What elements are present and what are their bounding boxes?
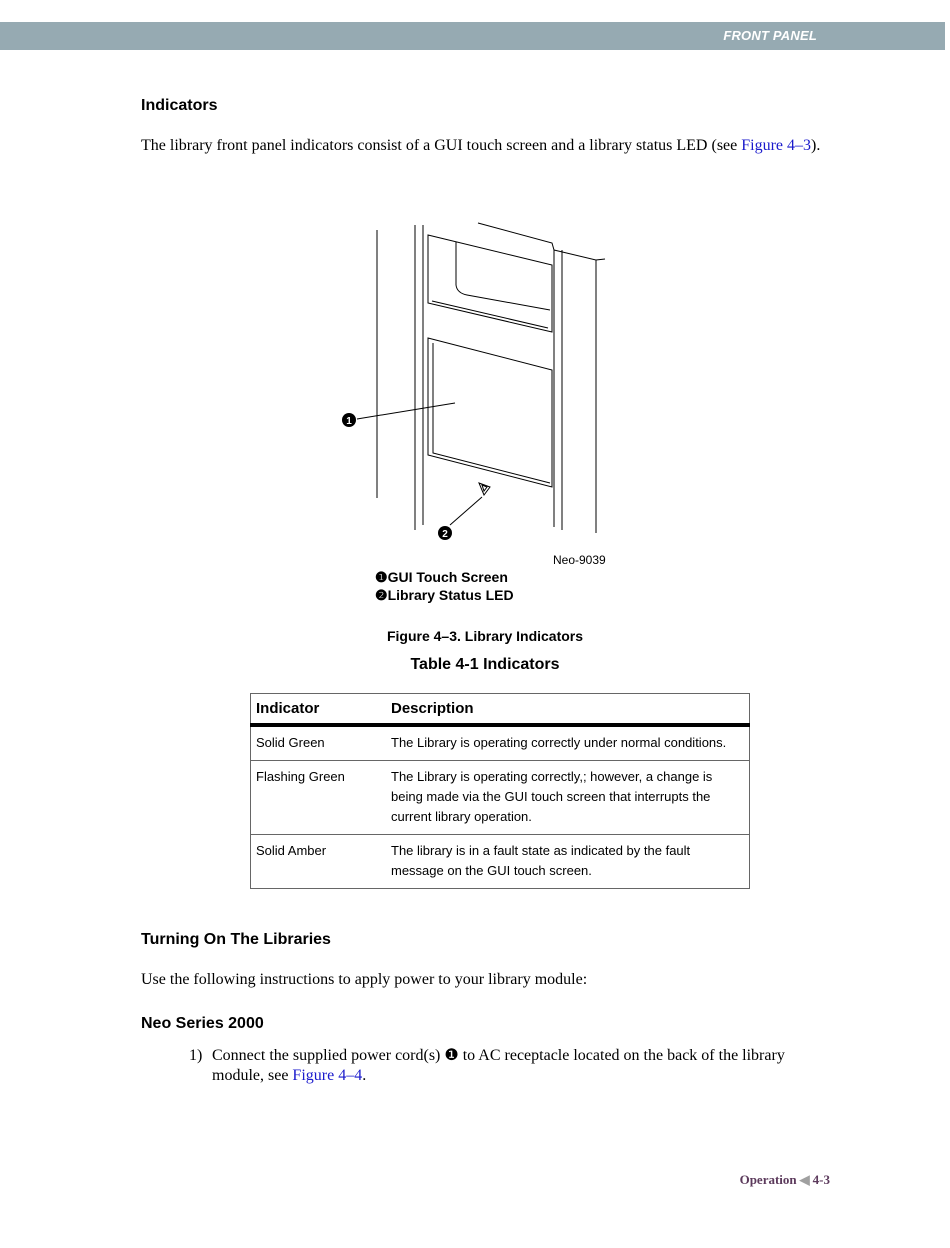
intro-text-end: ). [811,137,821,154]
step-text [212,1046,829,1086]
table-header-row [251,694,750,726]
indicator-cell: Flashing Green [251,761,387,835]
section-heading-turning-on: Turning On The Libraries [141,931,331,948]
callout-1-leader [357,403,455,419]
callout-2-label: Library Status LED [387,587,514,603]
figure-status-led [479,483,490,495]
step-number: 1) [189,1047,203,1064]
svg-text:2: 2 [442,529,448,540]
figure-4-3-link[interactable]: Figure 4–3 [741,137,812,154]
table-row [251,725,750,761]
table-row [251,761,750,835]
svg-text:1: 1 [346,416,352,427]
running-header-title: FRONT PANEL [723,28,817,43]
indicators-table [250,693,750,889]
callout-1-number: ❶ [375,569,388,585]
callout-2-number: ❷ [375,587,388,603]
intro-text: The library front panel indicators consist of a GUI touch screen and a library status LED (see [141,137,742,154]
description-cell: The Library is operating correctly under normal conditions. [386,725,750,761]
page-footer [740,1172,830,1188]
table-title: Table 4-1 Indicators [410,656,560,673]
figure-touch-screen [428,338,552,487]
figure-upper-window [428,235,552,332]
callout-1-label: GUI Touch Screen [387,569,508,585]
indicator-cell: Solid Green [251,725,387,761]
figure-4-4-link[interactable]: Figure 4–4 [292,1067,363,1084]
step-text-body: Connect the supplied power cord(s) ❶ to AC receptacle located on the back of the library module, see [212,1047,785,1084]
callout-legend-1 [375,569,508,586]
section-heading-indicators: Indicators [141,97,218,114]
column-header-indicator: Indicator [251,694,387,726]
library-front-panel-figure [330,215,630,565]
running-header-bar [0,22,945,50]
callout-2-leader [450,497,482,525]
step-1 [189,1046,829,1086]
callout-2-marker [438,526,452,540]
intro-paragraph [141,136,831,156]
description-cell: The library is in a fault state as indicated by the fault message on the GUI touch screen. [386,835,750,889]
description-cell: The Library is operating correctly,; however, a change is being made via the GUI touch screen that interrupts the current library operation. [386,761,750,835]
table-row [251,835,750,889]
figure-caption: Figure 4–3. Library Indicators [386,628,584,644]
indicator-cell: Solid Amber [251,835,387,889]
footer-section-name: Operation [739,1172,797,1187]
step-text-end: . [362,1067,367,1084]
figure-identifier: Neo-9039 [553,553,606,567]
page-number: 4-3 [812,1172,830,1187]
callout-1-marker [342,413,356,427]
power-instructions-paragraph: Use the following instructions to apply power to your library module: [141,971,588,988]
left-triangle-icon: ◀ [799,1172,810,1187]
section-heading-neo-series: Neo Series 2000 [141,1015,264,1032]
callout-legend-2 [375,587,514,604]
column-header-description: Description [386,694,750,726]
